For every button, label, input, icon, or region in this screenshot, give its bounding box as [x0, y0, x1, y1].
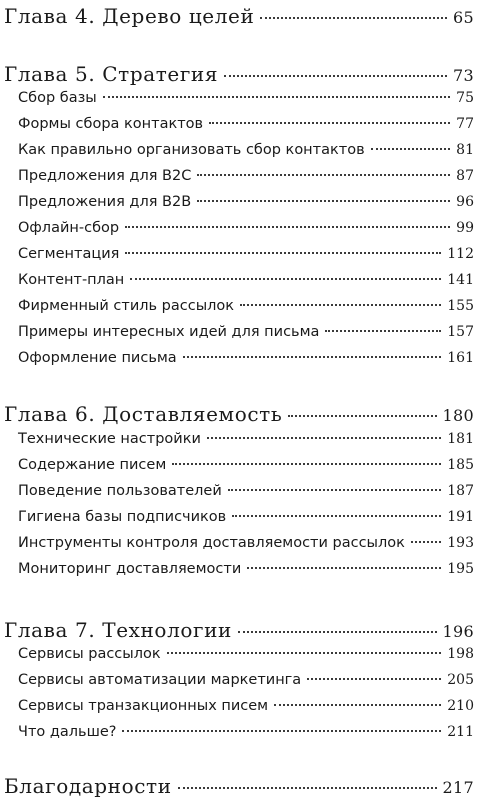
toc-section-entry — [0, 561, 480, 585]
toc-entry-page-number: 73 — [453, 66, 474, 85]
toc-chapter-entry — [0, 618, 480, 648]
dot-leader — [130, 278, 441, 280]
toc-entry-page-number: 96 — [456, 194, 474, 210]
dot-leader — [207, 437, 441, 439]
toc-chapter-entry — [0, 402, 480, 432]
toc-entry-page-number: 211 — [447, 724, 474, 740]
toc-entry-page-number: 191 — [447, 509, 474, 525]
dot-leader — [125, 252, 441, 254]
toc-entry-title: Сбор базы — [18, 90, 97, 106]
toc-entry-page-number: 187 — [447, 483, 474, 499]
toc-entry-page-number: 181 — [447, 431, 474, 447]
toc-section-entry — [0, 142, 480, 166]
dot-leader — [224, 75, 447, 77]
dot-leader — [122, 730, 441, 732]
toc-section-entry — [0, 509, 480, 533]
dot-leader — [325, 330, 441, 332]
toc-entry-title: Сервисы рассылок — [18, 646, 161, 662]
dot-leader — [288, 415, 436, 417]
toc-section-entry — [0, 90, 480, 114]
toc-section-entry — [0, 535, 480, 559]
toc-section-entry — [0, 350, 480, 374]
toc-section-entry — [0, 672, 480, 696]
dot-leader — [411, 541, 441, 543]
toc-entry-title: Благодарности — [4, 774, 172, 798]
toc-entry-page-number: 157 — [447, 324, 474, 340]
toc-entry-page-number: 99 — [456, 220, 474, 236]
dot-leader — [125, 226, 450, 228]
dot-leader — [178, 787, 437, 789]
toc-entry-page-number: 198 — [447, 646, 474, 662]
toc-entry-title: Формы сбора контактов — [18, 116, 204, 132]
toc-entry-page-number: 112 — [447, 246, 474, 262]
toc-section-entry — [0, 194, 480, 218]
toc-entry-page-number: 210 — [447, 698, 474, 714]
dot-leader — [172, 463, 441, 465]
toc-entry-title: Мониторинг доставляемости — [18, 561, 242, 577]
toc-entry-title: Сегментация — [18, 246, 120, 262]
toc-entry-page-number: 81 — [456, 142, 474, 158]
toc-entry-page-number: 87 — [456, 168, 474, 184]
toc-entry-title: Как правильно организовать сбор контактов — [18, 142, 365, 158]
toc-entry-title: Фирменный стиль рассылок — [18, 298, 235, 314]
dot-leader — [167, 652, 442, 654]
toc-section-entry — [0, 220, 480, 244]
toc-section-entry — [0, 724, 480, 748]
toc-entry-title: Глава 5. Стратегия — [4, 62, 219, 86]
toc-entry-title: Контент-план — [18, 272, 125, 288]
toc-entry-title: Что дальше? — [18, 724, 117, 740]
toc-section-entry — [0, 324, 480, 348]
toc-chapter-entry — [0, 4, 480, 34]
toc-section-entry — [0, 646, 480, 670]
toc-entry-page-number: 141 — [447, 272, 474, 288]
toc-entry-page-number: 180 — [442, 406, 474, 425]
toc-section-entry — [0, 483, 480, 507]
toc-entry-title: Оформление письма — [18, 350, 177, 366]
dot-leader — [274, 704, 441, 706]
dot-leader — [183, 356, 442, 358]
dot-leader — [240, 304, 441, 306]
toc-section-entry — [0, 168, 480, 192]
toc-entry-title: Примеры интересных идей для письма — [18, 324, 320, 340]
toc-entry-title: Офлайн-сбор — [18, 220, 120, 236]
toc-entry-title: Предложения для B2C — [18, 168, 192, 184]
toc-entry-title: Глава 7. Технологии — [4, 618, 232, 642]
toc-entry-page-number: 195 — [447, 561, 474, 577]
dot-leader — [232, 515, 441, 517]
toc-entry-page-number: 161 — [447, 350, 474, 366]
toc-section-entry — [0, 246, 480, 270]
toc-entry-title: Предложения для B2B — [18, 194, 192, 210]
dot-leader — [260, 17, 447, 19]
toc-section-entry — [0, 431, 480, 455]
toc-entry-title: Сервисы транзакционных писем — [18, 698, 269, 714]
toc-entry-page-number: 205 — [447, 672, 474, 688]
toc-section-entry — [0, 298, 480, 322]
toc-entry-title: Содержание писем — [18, 457, 167, 473]
dot-leader — [228, 489, 441, 491]
dot-leader — [247, 567, 441, 569]
dot-leader — [371, 148, 451, 150]
toc-entry-title: Глава 4. Дерево целей — [4, 4, 255, 28]
toc-entry-page-number: 65 — [453, 8, 474, 27]
toc-entry-title: Гигиена базы подписчиков — [18, 509, 227, 525]
toc-entry-page-number: 77 — [456, 116, 474, 132]
toc-entry-title: Инструменты контроля доставляемости рассылок — [18, 535, 405, 551]
toc-entry-title: Сервисы автоматизации маркетинга — [18, 672, 302, 688]
dot-leader — [103, 96, 450, 98]
toc-entry-page-number: 75 — [456, 90, 474, 106]
toc-entry-title: Глава 6. Доставляемость — [4, 402, 283, 426]
toc-entry-title: Технические настройки — [18, 431, 201, 447]
toc-entry-page-number: 196 — [442, 622, 474, 641]
dot-leader — [307, 678, 441, 680]
toc-section-entry — [0, 457, 480, 481]
toc-section-entry — [0, 272, 480, 296]
dot-leader — [238, 631, 437, 633]
toc-section-entry — [0, 698, 480, 722]
dot-leader — [209, 122, 450, 124]
toc-chapter-entry — [0, 62, 480, 92]
toc-section-entry — [0, 116, 480, 140]
toc-entry-page-number: 155 — [447, 298, 474, 314]
dot-leader — [197, 174, 450, 176]
toc-entry-page-number: 217 — [442, 778, 474, 797]
dot-leader — [197, 200, 450, 202]
toc-entry-page-number: 185 — [447, 457, 474, 473]
toc-entry-title: Поведение пользователей — [18, 483, 222, 499]
toc-entry-page-number: 193 — [447, 535, 474, 551]
